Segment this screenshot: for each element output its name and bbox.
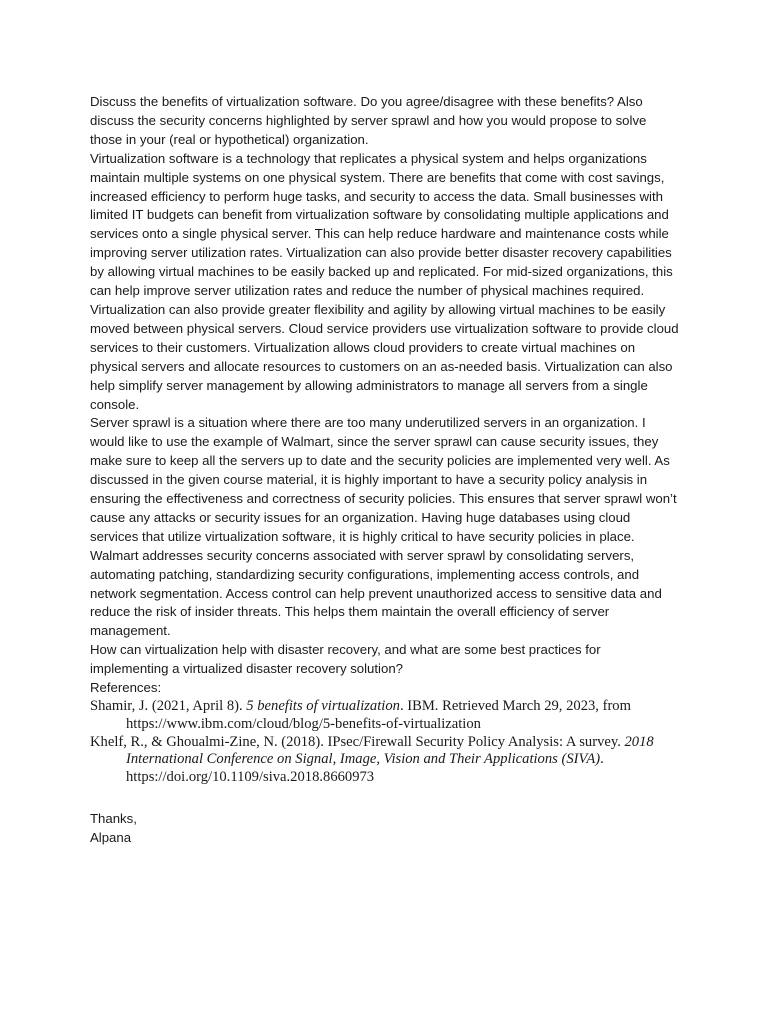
closing-line: Thanks, <box>90 810 137 826</box>
reference-title: 2018 International Conference on Signal, Image, Vision and Their Applications (SIVA) <box>126 733 654 768</box>
body-paragraph-server-sprawl: Server sprawl is a situation where there are too many underutilized servers in an organization. I would like to use the example of Walmart, since the server sprawl can cause security issues, they make sure to keep all the servers up to date and the security policies are implemented very well. As discussed in the given course material, it is highly important to have a security policy analysis in ensuring the effectiveness and correctness of security policies. This ensures that server sprawl won’t cause any attacks or security issues for an organization. Having huge databases using cloud services that utilize virtualization software, it is highly critical to have security policies in place. Walmart addresses security concerns associated with server sprawl by consolidating servers, automating patching, standardizing security configurations, implementing access controls, and network segmentation. Access control can help prevent unauthorized access to sensitive data and reduce the risk of insider threats. This helps them maintain the overall efficiency of server management. <box>90 415 677 639</box>
reference-authors: Shamir, J. (2021, April 8). <box>90 698 247 714</box>
discussion-prompt: Discuss the benefits of virtualization software. Do you agree/disagree with these benefits? Also discuss the security concerns highlighted by server sprawl and how you would propose to solve those in your (real or hypothetical) organization. <box>90 94 647 147</box>
reference-title: 5 benefits of virtualization <box>246 698 400 714</box>
follow-up-question: How can virtualization help with disaster recovery, and what are some best practices for implementing a virtualized disaster recovery solution? <box>90 642 601 677</box>
reference-entry <box>90 698 682 734</box>
body-paragraph-virtualization: Virtualization software is a technology that replicates a physical system and helps organizations maintain multiple systems on one physical system. There are benefits that come with cost savings, increased efficiency to perform huge tasks, and security to access the data. Small businesses with limited IT budgets can benefit from virtualization software by consolidating multiple applications and services onto a single physical server. This can help reduce hardware and maintenance costs while improving server utilization rates. Virtualization can also provide better disaster recovery capabilities by allowing virtual machines to be easily backed up and replicated. For mid-sized organizations, this can help improve server utilization rates and reduce the number of physical machines required. Virtualization can also provide greater flexibility and agility by allowing virtual machines to be easily moved between physical servers. Cloud service providers use virtualization software to provide cloud services to their customers. Virtualization allows cloud providers to create virtual machines on physical servers and allocate resources to customers on an as-needed basis. Virtualization can also help simplify server management by allowing administrators to manage all servers from a single console. <box>90 150 679 412</box>
signature: Alpana <box>90 829 132 845</box>
reference-source: . https://doi.org/10.1109/siva.2018.8660973 <box>126 751 604 786</box>
reference-authors: Khelf, R., & Ghoualmi-Zine, N. (2018). IPsec/Firewall Security Policy Analysis: A survey. <box>90 733 625 750</box>
reference-source: . IBM. Retrieved March 29, 2023, from https://www.ibm.com/cloud/blog/5-benefits-of-virtualization <box>126 698 631 732</box>
reference-entry <box>90 734 682 787</box>
document-page <box>90 93 682 847</box>
references-heading: References: <box>90 680 162 696</box>
